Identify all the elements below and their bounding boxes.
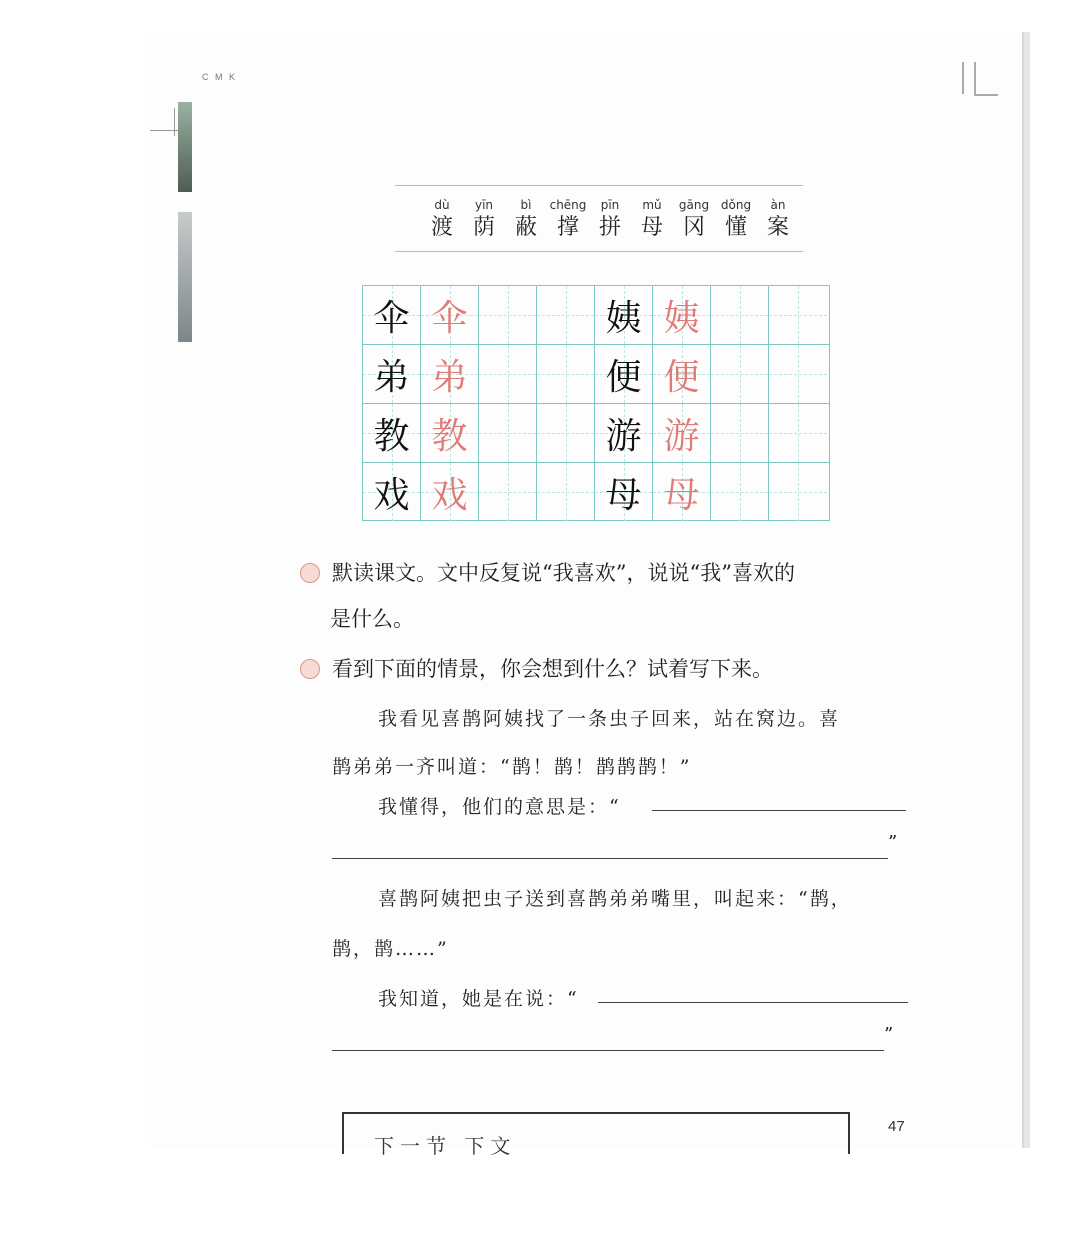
character-practice-grid [362, 285, 830, 521]
answer-blank-2a[interactable] [598, 1002, 908, 1003]
practice-cell[interactable] [537, 463, 595, 521]
model-character-cell [595, 463, 653, 521]
trace-character: 弟 [431, 356, 468, 398]
question-1-line1: 默读课文。文中反复说“我喜欢”，说说“我”喜欢的 [332, 561, 795, 585]
trace-character: 戏 [431, 474, 468, 516]
facing-page-image-fragment [178, 212, 192, 342]
next-section-box [342, 1112, 850, 1158]
vocab-word [507, 198, 545, 242]
model-character: 教 [373, 415, 410, 457]
vocab-hanzi: 撑 [556, 215, 579, 240]
practice-cell[interactable] [537, 404, 595, 462]
answer-2-close-quote: ” [884, 1024, 894, 1045]
passage-1-line2: 鹊弟弟一齐叫道：“鹊！鹊！鹊鹊鹊！” [332, 756, 692, 778]
model-character-cell [363, 404, 421, 462]
vocab-hanzi: 拼 [598, 215, 621, 240]
practice-cell[interactable] [769, 463, 827, 521]
vocab-pinyin: dǒng [720, 198, 752, 212]
vocab-word [633, 198, 671, 242]
grid-row [363, 404, 829, 463]
question-2-text: 看到下面的情景，你会想到什么？试着写下来。 [332, 657, 773, 681]
model-character: 母 [605, 474, 642, 516]
grid-row [363, 286, 829, 345]
vocab-hanzi: 懂 [724, 215, 747, 240]
model-character-cell [363, 345, 421, 403]
model-character-cell [363, 286, 421, 344]
trace-character-cell [653, 345, 711, 403]
vocab-word [423, 198, 461, 242]
answer-blank-1a[interactable] [652, 810, 906, 811]
grid-row [363, 463, 829, 521]
answer-blank-1b[interactable] [332, 858, 888, 859]
practice-cell[interactable] [537, 345, 595, 403]
vocab-word [591, 198, 629, 242]
trace-character: 教 [431, 415, 468, 457]
vocab-word [717, 198, 755, 242]
vocab-word [549, 198, 587, 242]
model-character-cell [595, 345, 653, 403]
facing-page-image-fragment [178, 102, 192, 192]
answer-blank-2b[interactable] [332, 1050, 884, 1051]
vocab-pinyin: gāng [678, 198, 710, 212]
vocab-pinyin: chēng [549, 198, 587, 212]
vocab-hanzi: 母 [640, 215, 663, 240]
trace-character: 母 [663, 474, 700, 516]
vocab-word [465, 198, 503, 242]
question-1-line2: 是什么。 [330, 607, 414, 631]
passage-2-prompt: 我知道，她是在说：“ [378, 988, 579, 1010]
passage-2-line2: 鹊，鹊……” [332, 938, 449, 960]
model-character-cell [363, 463, 421, 521]
page-edge [1024, 32, 1030, 1148]
vocab-pinyin: mǔ [642, 198, 662, 212]
vocabulary-box [395, 184, 803, 254]
trace-character-cell [653, 286, 711, 344]
vocab-pinyin: àn [770, 198, 786, 212]
practice-cell[interactable] [769, 286, 827, 344]
crop-mark-top-right [954, 62, 994, 102]
vocab-hanzi: 荫 [472, 215, 495, 240]
next-section-title: 下一节 下文 [374, 1134, 517, 1158]
vocab-word [675, 198, 713, 242]
page-number: 47 [888, 1118, 905, 1135]
practice-cell[interactable] [479, 404, 537, 462]
vocab-pinyin: yīn [474, 198, 494, 212]
model-character: 戏 [373, 474, 410, 516]
practice-cell[interactable] [537, 286, 595, 344]
vocab-pinyin: pīn [600, 198, 620, 212]
textbook-page [150, 32, 1024, 1158]
practice-cell[interactable] [711, 345, 769, 403]
vocab-pinyin: bì [520, 198, 532, 212]
practice-cell[interactable] [769, 345, 827, 403]
practice-cell[interactable] [479, 345, 537, 403]
question-marker-icon [300, 563, 320, 583]
grid-row [363, 345, 829, 404]
model-character: 姨 [605, 297, 642, 339]
practice-cell[interactable] [711, 286, 769, 344]
model-character: 便 [605, 356, 642, 398]
model-character: 游 [605, 415, 642, 457]
trace-character: 姨 [663, 297, 700, 339]
vocab-hanzi: 冈 [682, 215, 705, 240]
answer-1-close-quote: ” [888, 832, 898, 853]
practice-cell[interactable] [479, 286, 537, 344]
question-2 [300, 646, 920, 692]
passage-1-prompt: 我懂得，他们的意思是：“ [378, 796, 621, 818]
model-character: 伞 [373, 297, 410, 339]
practice-cell[interactable] [479, 463, 537, 521]
vocab-word [759, 198, 797, 242]
trace-character-cell [421, 345, 479, 403]
trace-character-cell [653, 404, 711, 462]
trace-character-cell [421, 404, 479, 462]
model-character: 弟 [373, 356, 410, 398]
trace-character-cell [421, 463, 479, 521]
practice-cell[interactable] [769, 404, 827, 462]
model-character-cell [595, 404, 653, 462]
print-color-marks: C M K [202, 72, 238, 82]
vocab-hanzi: 渡 [430, 215, 453, 240]
passage-1-line1: 我看见喜鹊阿姨找了一条虫子回来，站在窝边。喜 [378, 708, 841, 730]
practice-cell[interactable] [711, 463, 769, 521]
trace-character: 游 [663, 415, 700, 457]
passage-2-line1: 喜鹊阿姨把虫子送到喜鹊弟弟嘴里，叫起来：“鹊， [378, 888, 852, 910]
question-marker-icon [300, 659, 320, 679]
vocab-hanzi: 蔽 [514, 215, 537, 240]
model-character-cell [595, 286, 653, 344]
trace-character-cell [653, 463, 711, 521]
question-1 [300, 550, 920, 642]
trace-character-cell [421, 286, 479, 344]
trace-character: 便 [663, 356, 700, 398]
practice-cell[interactable] [711, 404, 769, 462]
vocab-pinyin: dù [434, 198, 450, 212]
vocab-hanzi: 案 [766, 215, 789, 240]
trace-character: 伞 [431, 297, 468, 339]
